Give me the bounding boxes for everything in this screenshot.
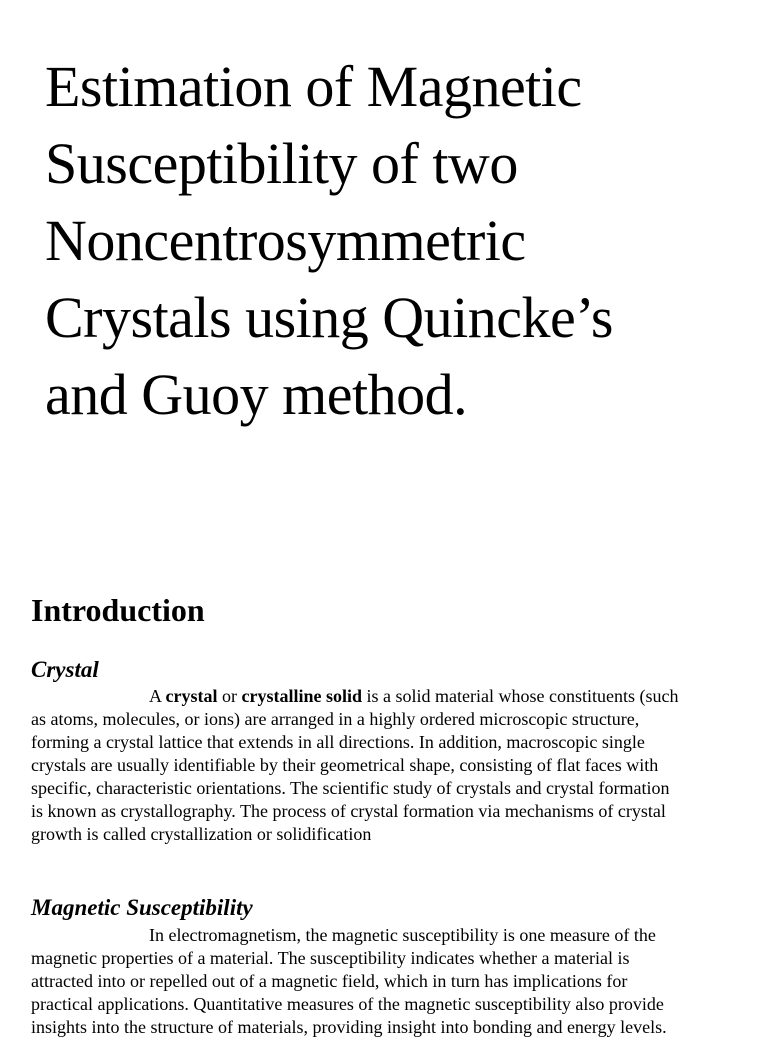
text-run: is a solid material whose constituents (such [362,686,679,706]
document-title [45,48,735,433]
paragraph-line: magnetic properties of a material. The susceptibility indicates whether a material is [31,948,630,968]
text-run: In electromagnetism, the magnetic susceptibility is one measure of the [149,925,656,945]
paragraph-line: as atoms, molecules, or ions) are arranged in a highly ordered microscopic structure, [31,709,640,729]
paragraph-line [31,924,721,947]
paragraph-line: growth is called crystallization or solidification [31,824,372,844]
paragraph-line: crystals are usually identifiable by their geometrical shape, consisting of flat faces with [31,755,659,775]
crystal-paragraph [31,685,721,846]
crystal-heading: Crystal [31,657,99,682]
title-line: and Guoy method. [45,362,468,427]
text-run: or [217,686,242,706]
bold-term-crystalline-solid: crystalline solid [241,686,362,706]
paragraph-line: specific, characteristic orientations. The scientific study of crystals and crystal formation [31,778,670,798]
introduction-heading: Introduction [31,592,205,628]
paragraph-line [31,685,721,708]
title-line: Susceptibility of two [45,131,518,196]
paragraph-line: insights into the structure of materials, providing insight into bonding and energy levels. [31,1017,667,1037]
paragraph-line: is known as crystallography. The process of crystal formation via mechanisms of crystal [31,801,666,821]
title-line: Estimation of Magnetic [45,54,582,119]
magnetic-susceptibility-heading: Magnetic Susceptibility [31,895,253,920]
title-line: Crystals using Quincke’s [45,285,613,350]
paragraph-line: attracted into or repelled out of a magnetic field, which in turn has implications for [31,971,628,991]
text-run: A [149,686,166,706]
magnetic-susceptibility-paragraph [31,924,721,1039]
paragraph-line: practical applications. Quantitative measures of the magnetic susceptibility also provide [31,994,664,1014]
paragraph-line: forming a crystal lattice that extends in all directions. In addition, macroscopic single [31,732,645,752]
title-line: Noncentrosymmetric [45,208,526,273]
bold-term-crystal: crystal [165,686,218,706]
